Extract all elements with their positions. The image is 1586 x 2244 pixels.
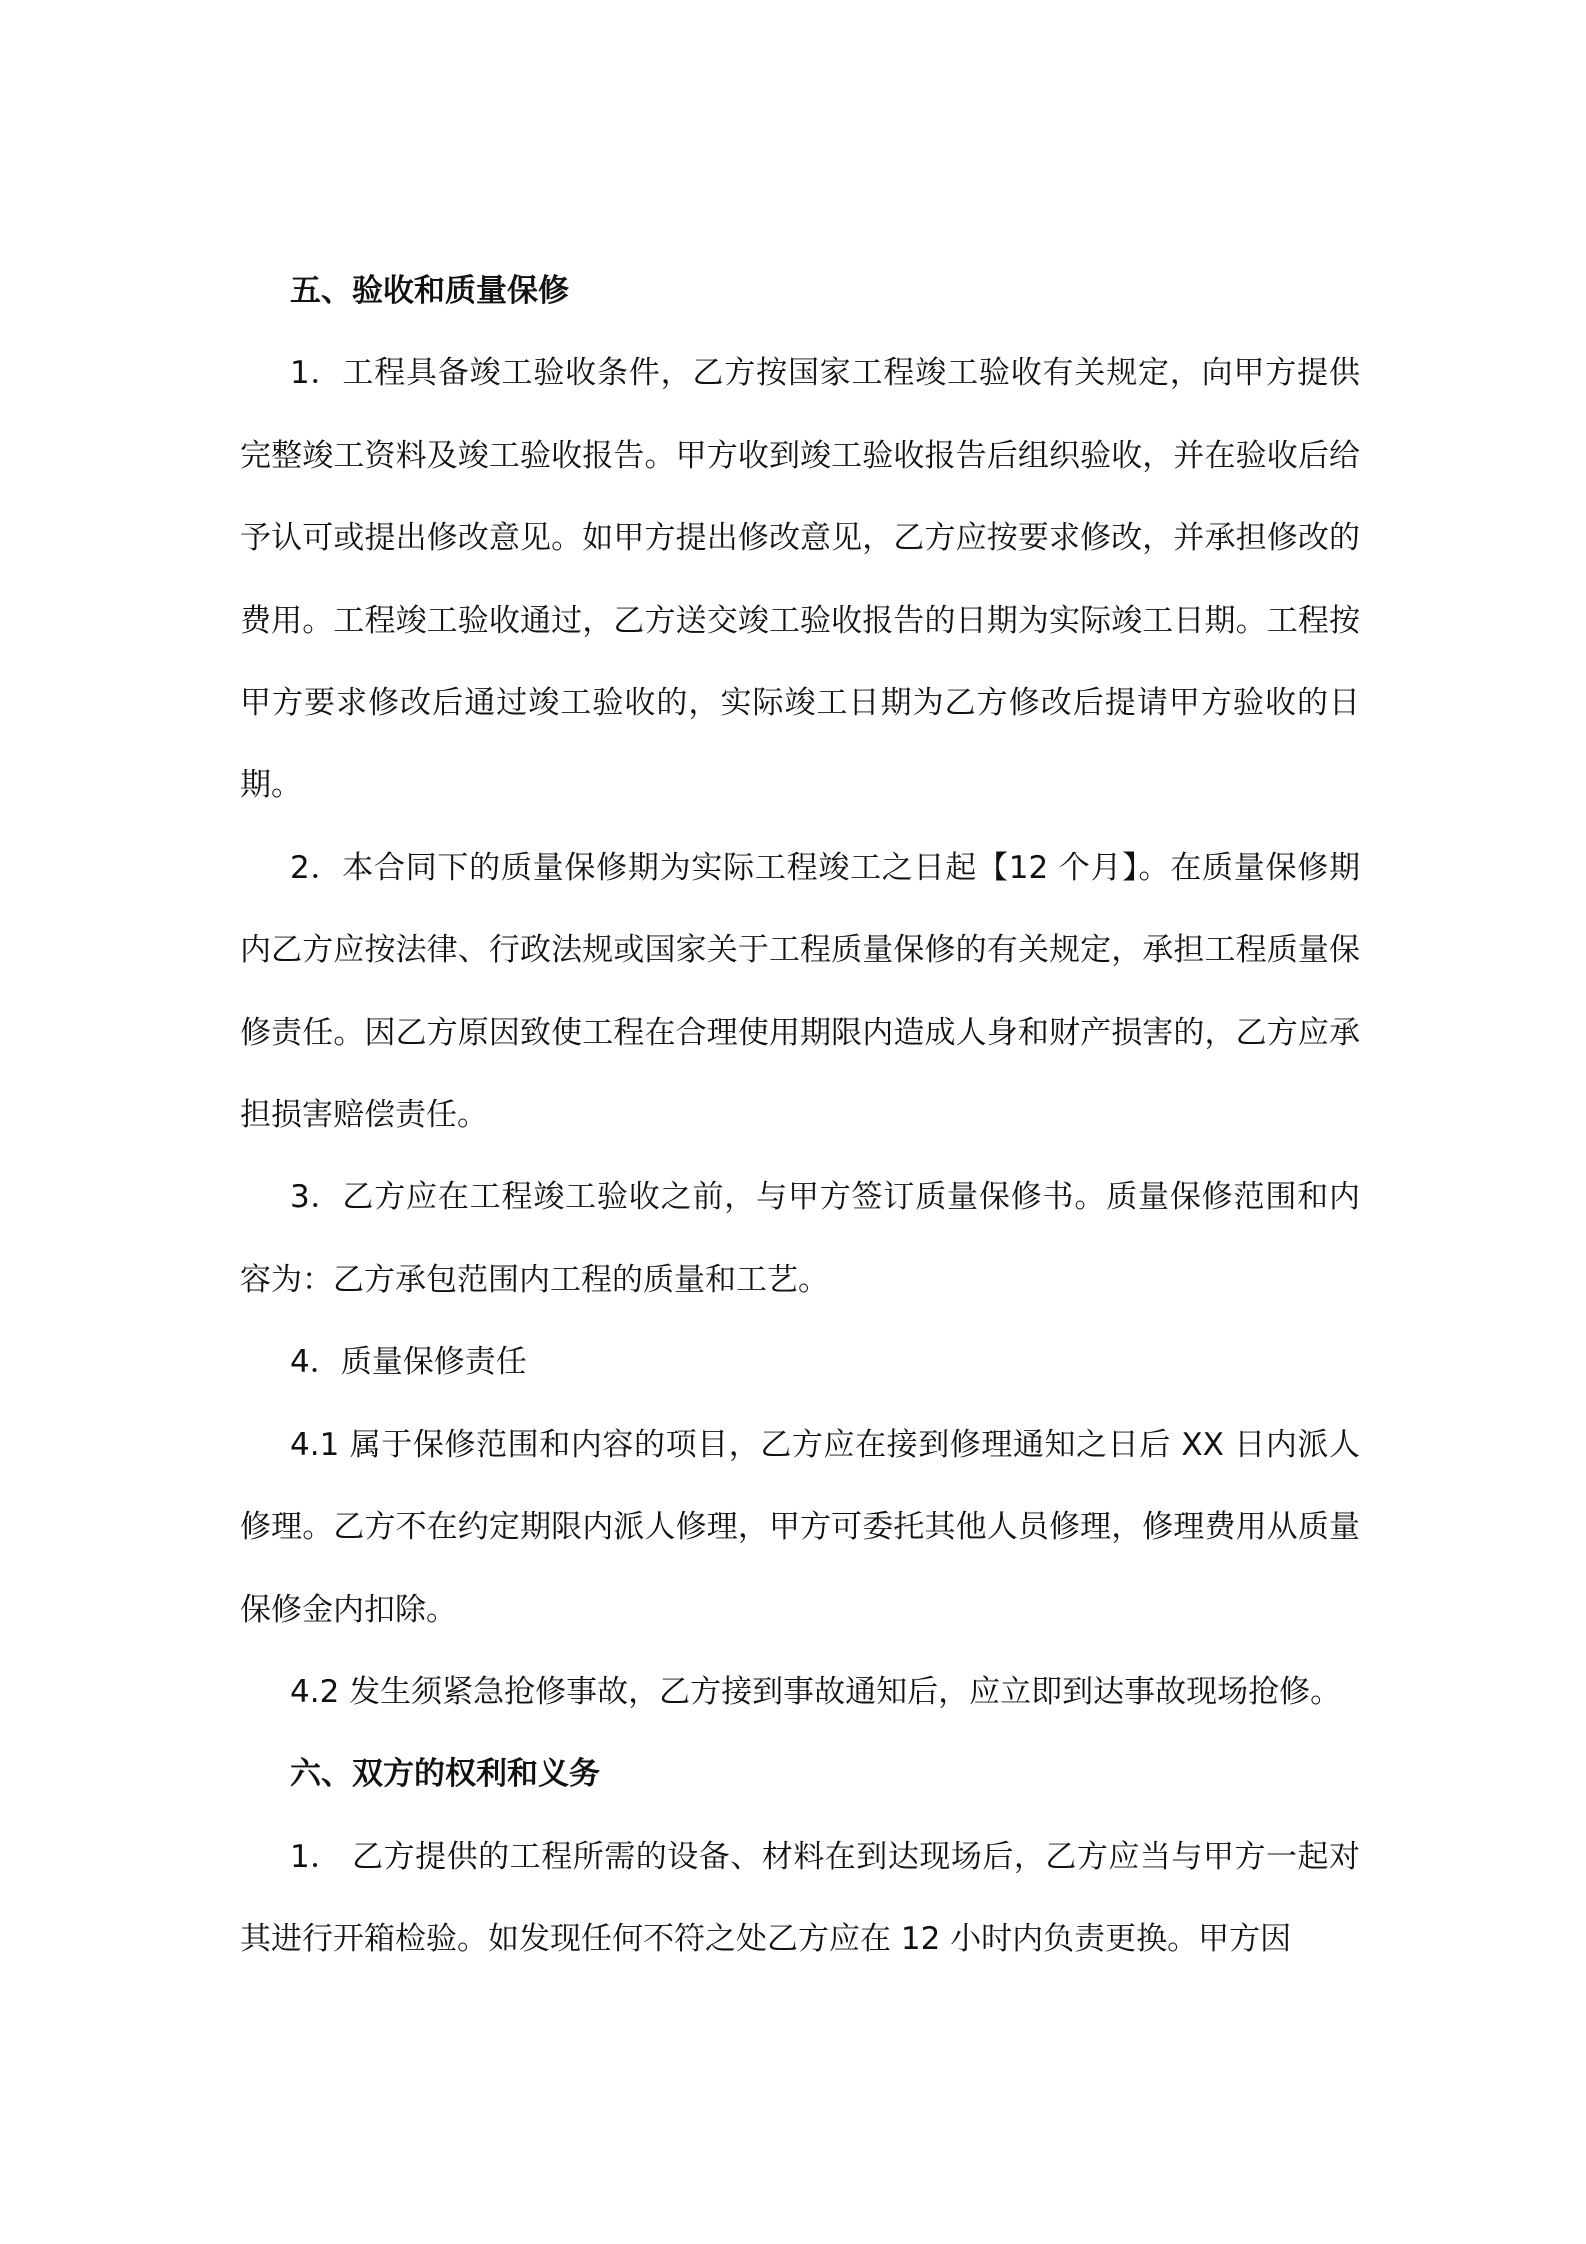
section-5-item-4-2: 4.2 发生须紧急抢修事故，乙方接到事故通知后，应立即到达事故现场抢修。 [290, 1673, 1342, 1710]
section-5-item-1: 1．工程具备竣工验收条件，乙方按国家工程竣工验收有关规定，向甲方提供完整竣工资料及竣工验收报告。甲方收到竣工验收报告后组织验收，并在验收后给予认可或提出修改意见。如甲方提出修改意见，乙方应按要求修改，并承担修改的费用。工程竣工验收通过，乙方送交竣工验收报告的日期为实际竣工日期。工程按甲方要求修改后通过竣工验收的，实际竣工日期为乙方修改后提请甲方验收的日期。 [240, 355, 1360, 804]
section-6-item-1: 1． 乙方提供的工程所需的设备、材料在到达现场后，乙方应当与甲方一起对其进行开箱检验。如发现任何不符之处乙方应在 12 小时内负责更换。甲方因 [240, 1838, 1360, 1958]
section-5-item-4-1: 4.1 属于保修范围和内容的项目，乙方应在接到修理通知之日后 XX 日内派人修理。乙方不在约定期限内派人修理，甲方可委托其他人员修理，修理费用从质量保修金内扣除。 [240, 1426, 1360, 1628]
section-5-item-3: 3．乙方应在工程竣工验收之前，与甲方签订质量保修书。质量保修范围和内容为：乙方承包范围内工程的质量和工艺。 [240, 1179, 1360, 1298]
section-5-item-4: 4．质量保修责任 [290, 1344, 527, 1381]
section-5-item-2: 2．本合同下的质量保修期为实际工程竣工之日起【12 个月】。在质量保修期内乙方应按法律、行政法规或国家关于工程质量保修的有关规定，承担工程质量保修责任。因乙方原因致使工程在合理使用期限内造成人身和财产损害的，乙方应承担损害赔偿责任。 [240, 849, 1360, 1134]
section-5-heading: 五、验收和质量保修 [290, 273, 569, 309]
section-6-heading: 六、双方的权利和义务 [290, 1756, 600, 1793]
document-body [240, 250, 1360, 1981]
